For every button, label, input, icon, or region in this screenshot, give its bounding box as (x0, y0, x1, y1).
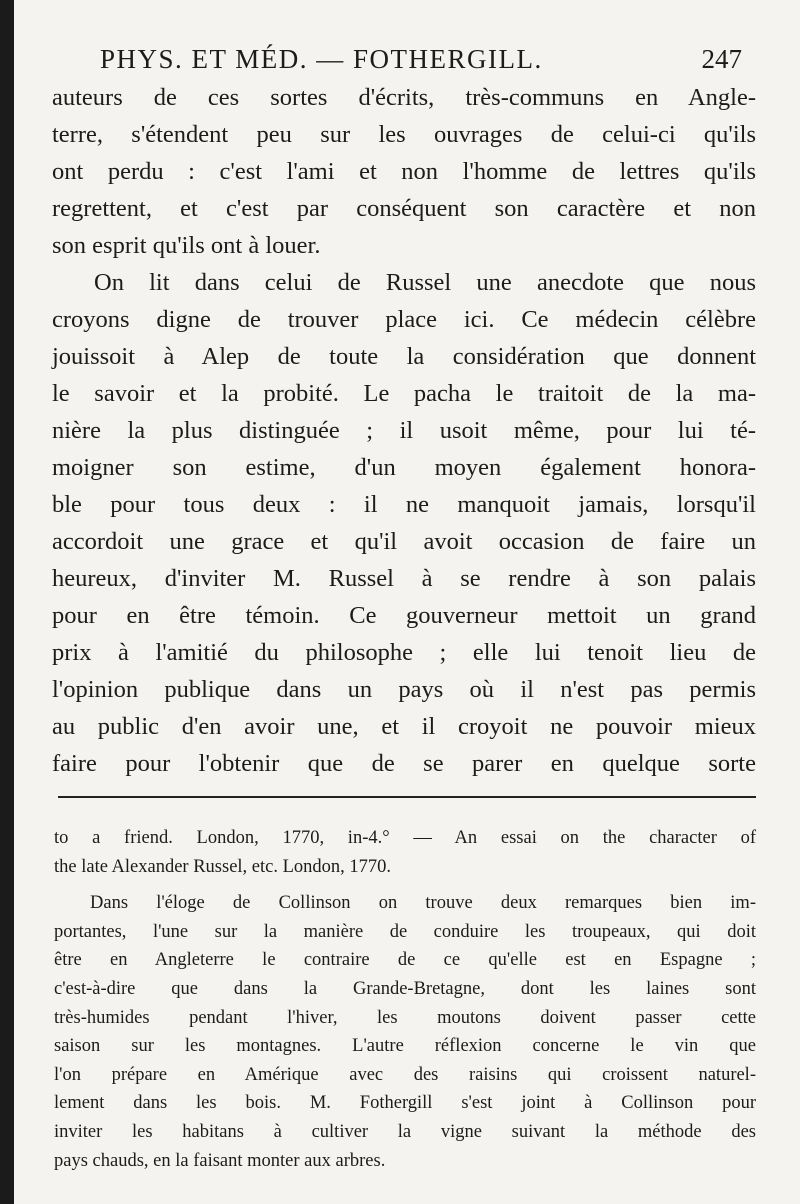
text-line: On lit dans celui de Russel une anecdote que nous (94, 269, 756, 296)
footnote-line: très-humides pendant l'hiver, les moutons doivent passer cette (54, 1007, 756, 1028)
footnotes (54, 824, 756, 1175)
text-line: heureux, d'inviter M. Russel à se rendre à son palais (52, 565, 756, 592)
text-line: croyons digne de trouver place ici. Ce médecin célèbre (52, 306, 756, 333)
footnote-line: saison sur les montagnes. L'autre réflexion concerne le vin que (54, 1036, 756, 1057)
text-line: pour en être témoin. Ce gouverneur mettoit un grand (52, 602, 756, 629)
page-number: 247 (701, 44, 742, 74)
footnote-divider (58, 796, 756, 798)
footnote-1 (54, 824, 756, 881)
footnote-line: Dans l'éloge de Collinson on trouve deux remarques bien im- (90, 893, 756, 914)
text-line: ont perdu : c'est l'ami et non l'homme de lettres qu'ils (52, 158, 756, 185)
text-line: jouissoit à Alep de toute la considération que donnent (52, 343, 756, 370)
text-line: nière la plus distinguée ; il usoit même, pour lui té- (52, 417, 756, 444)
text-line: ble pour tous deux : il ne manquoit jamais, lorsqu'il (52, 491, 756, 518)
book-page (14, 0, 800, 1204)
footnote-line: to a friend. London, 1770, in-4.° — An essai on the character of (54, 828, 756, 848)
footnote-line: portantes, l'une sur la manière de conduire les troupeaux, qui doit (54, 921, 756, 942)
text-line: regrettent, et c'est par conséquent son caractère et non (52, 195, 756, 222)
footnote-line: lement dans les bois. M. Fothergill s'est joint à Collinson pour (54, 1093, 756, 1114)
footnote-line: the late Alexander Russel, etc. London, 1770. (54, 856, 392, 877)
footnote-gap (54, 881, 756, 889)
text-line: le savoir et la probité. Le pacha le traitoit de la ma- (52, 380, 756, 407)
text-line: prix à l'amitié du philosophe ; elle lui tenoit lieu de (52, 639, 756, 666)
main-text (52, 79, 756, 782)
running-header (100, 44, 742, 80)
text-line: faire pour l'obtenir que de se parer en quelque sorte (52, 750, 756, 777)
text-line: au public d'en avoir une, et il croyoit ne pouvoir mieux (52, 713, 756, 740)
footnote-line: l'on prépare en Amérique avec des raisins qui croissent naturel- (54, 1064, 756, 1085)
text-line: moigner son estime, d'un moyen également honora- (52, 454, 756, 481)
text-line: l'opinion publique dans un pays où il n'est pas permis (52, 676, 756, 703)
text-line: son esprit qu'ils ont à louer. (52, 232, 321, 259)
footnote-line: être en Angleterre le contraire de ce qu'elle est en Espagne ; (54, 950, 756, 971)
text-line: accordoit une grace et qu'il avoit occasion de faire un (52, 528, 756, 555)
text-line: terre, s'étendent peu sur les ouvrages de celui-ci qu'ils (52, 121, 756, 148)
running-title: PHYS. ET MÉD. — FOTHERGILL. (100, 44, 543, 74)
footnote-line: pays chauds, en la faisant monter aux arbres. (54, 1150, 386, 1171)
paragraph-1 (52, 79, 756, 264)
text-line: auteurs de ces sortes d'écrits, très-communs en Angle- (52, 84, 756, 111)
footnote-2 (54, 889, 756, 1175)
footnote-line: c'est-à-dire que dans la Grande-Bretagne, dont les laines sont (54, 978, 756, 999)
paragraph-2 (52, 264, 756, 782)
footnote-line: inviter les habitans à cultiver la vigne suivant la méthode des (54, 1121, 756, 1142)
